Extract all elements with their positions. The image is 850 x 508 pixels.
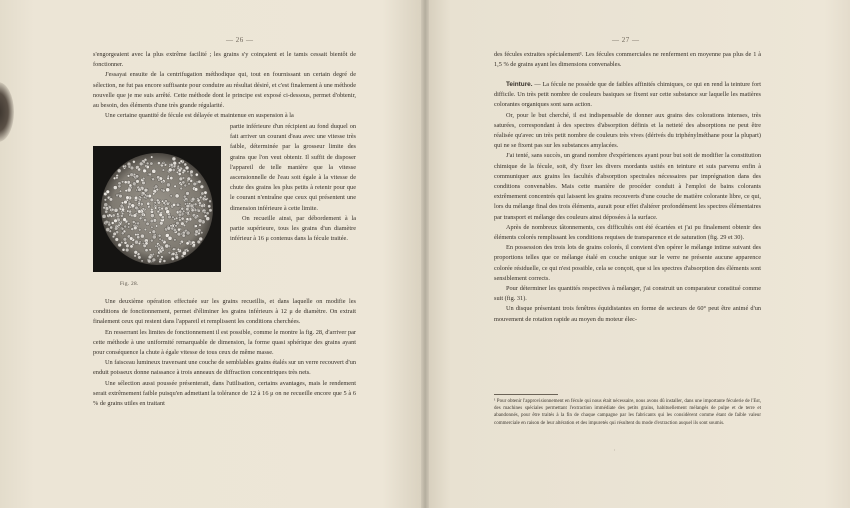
starch-grain <box>154 207 157 210</box>
starch-grain <box>185 207 189 211</box>
starch-grain <box>156 199 159 202</box>
starch-grain <box>177 248 180 251</box>
starch-grain <box>142 177 145 180</box>
left-page-number: — 26 — <box>226 36 254 44</box>
starch-grain <box>130 173 134 177</box>
starch-grain <box>200 185 204 189</box>
starch-grain <box>184 184 187 187</box>
paragraph: s'engorgeaient avec la plus extrême facilité ; les grains s'y coinçaient et le tamis cessait bientôt de fonctionner. <box>93 51 356 69</box>
starch-grain <box>145 242 148 245</box>
starch-grain <box>158 244 161 247</box>
starch-grain <box>159 221 163 225</box>
starch-grain <box>158 179 160 181</box>
starch-grain <box>177 165 179 167</box>
starch-grain <box>111 222 114 225</box>
starch-grain <box>166 188 170 192</box>
starch-grain <box>172 157 176 161</box>
starch-grain <box>151 226 154 229</box>
right-page <box>425 0 850 508</box>
starch-grain <box>209 200 212 203</box>
starch-grain <box>121 232 124 235</box>
starch-grain <box>147 205 150 208</box>
starch-grain <box>111 208 114 211</box>
starch-grain <box>181 217 184 220</box>
starch-grain <box>149 231 151 233</box>
starch-grain <box>138 202 141 205</box>
page-mark: ' <box>614 450 615 455</box>
starch-grain <box>116 213 119 216</box>
starch-grain <box>166 202 170 206</box>
starch-grain <box>152 169 156 173</box>
starch-grain <box>204 195 207 198</box>
paragraph: J'essayai ensuite de la centrifugation méthodique qui, tout en fournissant un certain degré de sélection, ne fut pas encore suffisante pour conduire au résultat désiré, et c'est finalement à une méthode nouvelle que je me suis arrêté. Cette méthode dont le principe est exposé ci-dessous, permet d'obtenir, au besoin, des éléments d'une très grande régularité. <box>93 71 356 110</box>
starch-grain <box>138 242 141 245</box>
starch-grain <box>180 222 184 226</box>
starch-grain <box>152 178 155 181</box>
starch-grain <box>203 211 206 214</box>
starch-grain <box>125 248 129 252</box>
starch-grain <box>134 240 138 244</box>
starch-grain <box>147 259 151 263</box>
starch-grain <box>201 192 205 196</box>
starch-grain <box>167 215 171 219</box>
starch-grain <box>156 188 159 191</box>
starch-grain <box>186 242 189 245</box>
starch-grain <box>178 172 181 175</box>
starch-grain <box>157 162 160 165</box>
section-heading: Teinture. <box>506 81 533 88</box>
starch-grain <box>174 238 177 241</box>
starch-grain <box>182 181 185 184</box>
starch-grain <box>163 259 166 262</box>
starch-grain <box>162 249 165 252</box>
ink-smudge <box>0 82 14 142</box>
starch-grain <box>129 206 131 208</box>
starch-grain <box>124 200 128 204</box>
starch-grain <box>119 190 121 192</box>
starch-grain <box>146 222 150 226</box>
starch-grain <box>190 170 194 174</box>
starch-grain <box>129 184 132 187</box>
starch-grain <box>185 166 189 170</box>
starch-grain <box>114 208 118 212</box>
starch-grain <box>197 240 201 244</box>
starch-grain <box>159 238 162 241</box>
paragraph: Après de nombreux tâtonnements, ces difficultés ont été écartées et j'ai pu finalement obtenir des éléments colorés remplissant les conditions requises de transparence et de saturation (fig. 29 et 30). <box>494 223 761 242</box>
starch-grain <box>115 238 119 242</box>
starch-grain <box>135 206 139 210</box>
paragraph: En possession des trois lots de grains colorés, il convient d'en opérer le mélange intime suivant des proportions telles que ce mélange étalé en couche unique sur le verre ne présente aucune apparence colorée résiduelle, ce qui n'est possible, cela se conçoit, que si les spectres d'absorption des éléments sont sensiblement corrects. <box>494 244 761 282</box>
starch-grain <box>134 250 138 254</box>
starch-grain <box>160 181 163 184</box>
paragraph: Une deuxième opération effectuée sur les grains recueillis, et dans laquelle on modifie les conditions de fonctionnement, permet d'éliminer les grains inférieurs à 12 μ de diamètre. On extrait finalement ceux qui restent dans l'appareil et remplissent les conditions cherchées. <box>93 298 356 326</box>
starch-grain <box>116 176 119 179</box>
starch-grain <box>178 213 182 217</box>
starch-grain <box>168 251 171 254</box>
starch-grain <box>182 234 186 238</box>
starch-grain <box>191 197 195 201</box>
starch-grain <box>163 202 166 205</box>
starch-grain <box>190 174 193 177</box>
starch-grain <box>171 257 174 260</box>
starch-grain <box>170 163 173 166</box>
starch-grain <box>102 214 106 218</box>
starch-grain <box>201 231 204 234</box>
left-bottom-text <box>93 297 356 409</box>
starch-grain <box>117 169 121 173</box>
starch-grain <box>143 214 146 217</box>
starch-grain <box>154 201 157 204</box>
starch-grain <box>141 260 143 262</box>
starch-grain <box>144 228 147 231</box>
starch-grain <box>187 249 190 252</box>
starch-grain <box>175 252 177 254</box>
starch-grain <box>106 228 110 232</box>
paragraph: Une certaine quantité de fécule est délayée et maintenue en suspension à la <box>105 112 294 120</box>
starch-grain <box>191 209 194 212</box>
starch-grain <box>127 210 130 213</box>
starch-grain <box>130 245 133 248</box>
starch-grain <box>180 160 182 162</box>
starch-grain <box>147 202 150 205</box>
starch-grain <box>177 232 181 236</box>
starch-grain <box>190 204 194 208</box>
starch-grain <box>149 173 152 176</box>
starch-grain <box>186 202 188 204</box>
starch-grain <box>132 182 136 186</box>
starch-grain <box>150 162 154 166</box>
starch-grain <box>188 183 191 186</box>
teinture-paragraph <box>494 80 761 111</box>
starch-grain <box>133 226 137 230</box>
footnote-rule <box>494 394 558 395</box>
starch-grain <box>186 191 190 195</box>
starch-grain <box>180 187 183 190</box>
footnote: ¹ Pour obtenir l'approvisionnement en fécule qui nous était nécessaire, nous avons dû installer, dans une importante féculerie de l'Est, des machines spéciales permettant l'extraction immédiate des petits grains, habituellement mélangés de pulpe et de terre et abandonnés, pour être traités à la fin de chaque campagne par les fabricants qui les considèrent comme étant de faible valeur commerciale en raison de leur altération et des impuretés qui résultent du mode d'extraction auquel ils sont soumis. <box>494 399 761 426</box>
starch-grain <box>120 214 123 217</box>
starch-grain <box>103 206 106 209</box>
right-page-number: — 27 — <box>612 36 640 44</box>
starch-grain <box>121 241 124 244</box>
starch-grain <box>195 173 198 176</box>
starch-grain <box>119 194 123 198</box>
starch-grain <box>182 171 185 174</box>
book-gutter <box>421 0 429 508</box>
starch-grain <box>166 210 170 214</box>
starch-grain <box>143 218 146 221</box>
starch-grain <box>166 183 170 187</box>
starch-grain <box>158 234 161 237</box>
starch-grain <box>127 175 130 178</box>
starch-grain <box>172 216 175 219</box>
starch-grain <box>152 230 156 234</box>
left-top-text <box>93 50 356 121</box>
starch-grain <box>121 181 124 184</box>
starch-grain <box>174 185 177 188</box>
starch-grain <box>138 210 142 214</box>
starch-grain <box>194 203 197 206</box>
starch-grain <box>168 168 172 172</box>
starch-grain <box>138 188 142 192</box>
starch-grain <box>141 194 143 196</box>
starch-grain <box>181 207 184 210</box>
starch-grain <box>209 209 213 213</box>
starch-grain <box>186 218 189 221</box>
starch-grain <box>114 227 118 231</box>
paragraph: des fécules extraites spécialement¹. Les fécules commerciales ne renferment en moyenne pas plus de 1 à 1,5 % de grains ayant les dimensions convenables. <box>494 51 761 69</box>
starch-grain <box>135 175 139 179</box>
starch-grain <box>150 219 154 223</box>
starch-grain <box>172 252 175 255</box>
starch-grain <box>133 214 137 218</box>
paragraph: Une sélection aussi poussée présenterait, dans l'utilisation, certains avantages, mais le rendement serait extrêmement faible puisqu'en admettant la tolérance de 12 à 16 μ on ne recueille encore que 5 à 6 % de grains utiles en traitant <box>93 379 356 408</box>
starch-grain <box>175 217 178 220</box>
starch-grain <box>104 199 107 202</box>
starch-grain <box>118 182 121 185</box>
figure-caption: Fig. 28. <box>120 282 139 287</box>
starch-grain <box>208 205 211 208</box>
starch-grain <box>159 260 162 263</box>
starch-grain <box>152 193 155 196</box>
starch-grain <box>136 235 139 238</box>
starch-grain <box>197 209 200 212</box>
starch-grain <box>182 251 186 255</box>
starch-grain <box>170 195 173 198</box>
right-main-text <box>494 80 761 325</box>
starch-grain <box>193 243 196 246</box>
starch-grain <box>148 194 152 198</box>
starch-grain <box>184 163 187 166</box>
starch-grain <box>130 166 134 170</box>
starch-grain <box>176 203 179 206</box>
left-wrapped-text <box>230 122 356 244</box>
starch-grain <box>195 225 198 228</box>
starch-grain <box>106 190 110 194</box>
starch-grain <box>120 204 124 208</box>
starch-grain <box>127 226 130 229</box>
starch-grain <box>132 160 135 163</box>
starch-grain <box>142 208 145 211</box>
starch-grain <box>114 219 118 223</box>
starch-grain <box>200 204 204 208</box>
starch-grain <box>193 182 197 186</box>
starch-grain <box>175 224 178 227</box>
starch-grain <box>116 194 119 197</box>
paragraph: Or, pour le but cherché, il est indispensable de donner aux grains des colorations intenses, très saturées, correspondant à des spectres d'absorption définis et la netteté des absorptions ne peut être réalisée qu'avec un très petit nombre de couleurs très vives (dérivés du triphénylméthane pour la plupart) qui ne se fixent pas sur les substances amylacées. <box>494 111 761 150</box>
starch-grain <box>157 255 160 258</box>
starch-grain <box>150 239 153 242</box>
starch-grain <box>167 226 171 230</box>
starch-grain <box>137 168 140 171</box>
starch-grain <box>162 189 165 192</box>
starch-grain <box>165 244 169 248</box>
starch-grain <box>172 248 175 251</box>
starch-grain <box>206 217 210 221</box>
starch-grain <box>154 185 158 189</box>
starch-grain <box>113 186 117 190</box>
starch-grain <box>150 198 154 202</box>
starch-grain <box>144 188 148 192</box>
starch-grain <box>137 222 140 225</box>
starch-grain <box>127 188 131 192</box>
starch-grain <box>179 177 183 181</box>
paragraph: Un disque présentant trois fenêtres équidistantes en forme de secteurs de 60° peut être animé d'un mouvement de rotation rapide au moyen du moteur élec- <box>494 305 761 323</box>
starch-grain <box>183 195 186 198</box>
starch-grain <box>108 214 111 217</box>
starch-grain <box>121 208 124 211</box>
starch-grain <box>198 180 201 183</box>
starch-grain <box>121 227 124 230</box>
starch-grain <box>104 203 108 207</box>
starch-grain <box>124 181 127 184</box>
paragraph-text: — La fécule ne possède que de faibles affinités chimiques, ce qui en rend la teinture fort difficile. Un très petit nombre de couleurs basiques se fixent sur cette substance sur laquelle les matières colorantes organiques sont sans action. <box>494 81 761 109</box>
starch-grain <box>161 162 164 165</box>
starch-grain <box>194 216 198 220</box>
starch-grain <box>162 169 165 172</box>
starch-grain <box>110 226 113 229</box>
starch-grain <box>205 198 207 200</box>
starch-grain <box>134 254 137 257</box>
starch-grain <box>150 156 152 158</box>
starch-grain <box>148 255 152 259</box>
starch-grain <box>126 196 130 200</box>
starch-grain <box>149 248 152 251</box>
starch-grain <box>140 234 144 238</box>
starch-grain <box>152 258 156 262</box>
starch-grain <box>119 223 122 226</box>
starch-grain <box>112 235 115 238</box>
starch-grain <box>179 219 182 222</box>
starch-grain <box>122 248 125 251</box>
starch-grain <box>108 223 111 226</box>
starch-grain <box>187 177 191 181</box>
starch-grain <box>175 255 179 259</box>
starch-grain <box>168 236 172 240</box>
starch-grain <box>143 169 147 173</box>
starch-grain <box>186 231 190 235</box>
starch-grain <box>150 214 154 218</box>
starch-grain <box>172 203 175 206</box>
starch-grain <box>198 219 202 223</box>
starch-grain <box>152 235 156 239</box>
micrograph-image <box>93 146 221 272</box>
starch-grain <box>179 210 182 213</box>
starch-grain <box>123 237 127 241</box>
starch-grain <box>179 242 182 245</box>
starch-grain <box>127 162 131 166</box>
starch-grain <box>159 213 163 217</box>
starch-grain <box>199 196 202 199</box>
starch-grain <box>167 177 170 180</box>
starch-grain <box>132 220 135 223</box>
starch-grain <box>146 165 149 168</box>
starch-grain <box>139 217 142 220</box>
starch-grain <box>199 224 202 227</box>
paragraph: partie inférieure d'un récipient au fond duquel on fait arriver un courant d'eau avec une vitesse très faible, déterminée par la grosseur limite des grains que l'on veut obtenir. Il suffit de disposer l'appareil de telle manière que la vitesse ascensionnelle de l'eau soit égale à la vitesse de chute des grains les plus petits à retenir pour que le courant n'entraîne que ceux qui présentent une dimension inférieure à cette limite. <box>230 123 356 212</box>
starch-grain <box>206 212 209 215</box>
starch-grain <box>152 253 155 256</box>
paragraph: Pour déterminer les quantités respectives à mélanger, j'ai construit un comparateur constitué comme suit (fig. 31). <box>494 285 761 303</box>
starch-grain <box>178 169 182 173</box>
starch-grain <box>122 165 125 168</box>
paragraph: J'ai tenté, sans succès, un grand nombre d'expériences ayant pour but soit de modifier la constitution chimique de la fécule, soit, d'y fixer les divers mordants usités en teinture et suis parvenu enfin à communiquer aux grains les facultés d'absorption spectrales nécessaires par imprégnation dans des conditions convenables. Mais cette manière de procéder conduit à l'emploi de bains colorants extrêmement concentrés qui laissent les grains recouverts d'une couche de matière colorante libre, ce qui, lors du mélange final des trois éléments, aurait pour effet d'altérer profondément les spectres élémentaires par transport et mélange des couleurs ainsi déposées à la surface. <box>494 152 761 221</box>
starch-grain <box>138 256 141 259</box>
starch-grain <box>129 237 133 241</box>
starch-grain <box>138 228 141 231</box>
starch-grain <box>194 188 198 192</box>
starch-grain <box>105 210 108 213</box>
starch-grain <box>187 212 190 215</box>
starch-grain <box>171 227 174 230</box>
starch-grain <box>155 225 158 228</box>
starch-grain <box>170 176 173 179</box>
starch-grain <box>112 214 115 217</box>
starch-grain <box>139 162 143 166</box>
starch-grain <box>157 210 159 212</box>
starch-grain <box>128 223 131 226</box>
starch-grain <box>161 207 164 210</box>
starch-grain <box>146 162 149 165</box>
starch-grain <box>161 256 164 259</box>
figure-28-micrograph <box>93 146 221 272</box>
starch-grain <box>135 233 138 236</box>
paragraph: En resserrant les limites de fonctionnement il est possible, comme le montre la fig. 28, d'arriver par cette méthode à une uniformité remarquable de dimension, la forme quasi sphérique des grains ayant pour conséquence la chute à égale vitesse de tous ceux de même masse. <box>93 328 356 357</box>
starch-grain <box>172 168 175 171</box>
starch-grain <box>175 194 179 198</box>
paragraph: On recueille ainsi, par débordement à la partie supérieure, tous les grains d'un diamètre inférieur à 16 μ contenus dans la fécule traitée. <box>230 214 356 243</box>
starch-grain <box>187 170 190 173</box>
starch-grain <box>123 218 127 222</box>
paragraph: Un faisceau lumineux traversant une couche de semblables grains étalés sur un verre recouvert d'un enduit poisseux donne naissance à trois anneaux de diffraction concentriques très nets. <box>93 359 356 377</box>
starch-grain <box>138 198 141 201</box>
starch-grain <box>124 241 127 244</box>
starch-grain <box>124 225 127 228</box>
starch-grain <box>195 230 199 234</box>
starch-grain <box>177 228 180 231</box>
right-top-text <box>494 50 761 70</box>
starch-grain <box>150 208 153 211</box>
starch-grain <box>145 249 148 252</box>
starch-grain <box>109 198 113 202</box>
starch-grain <box>105 220 109 224</box>
